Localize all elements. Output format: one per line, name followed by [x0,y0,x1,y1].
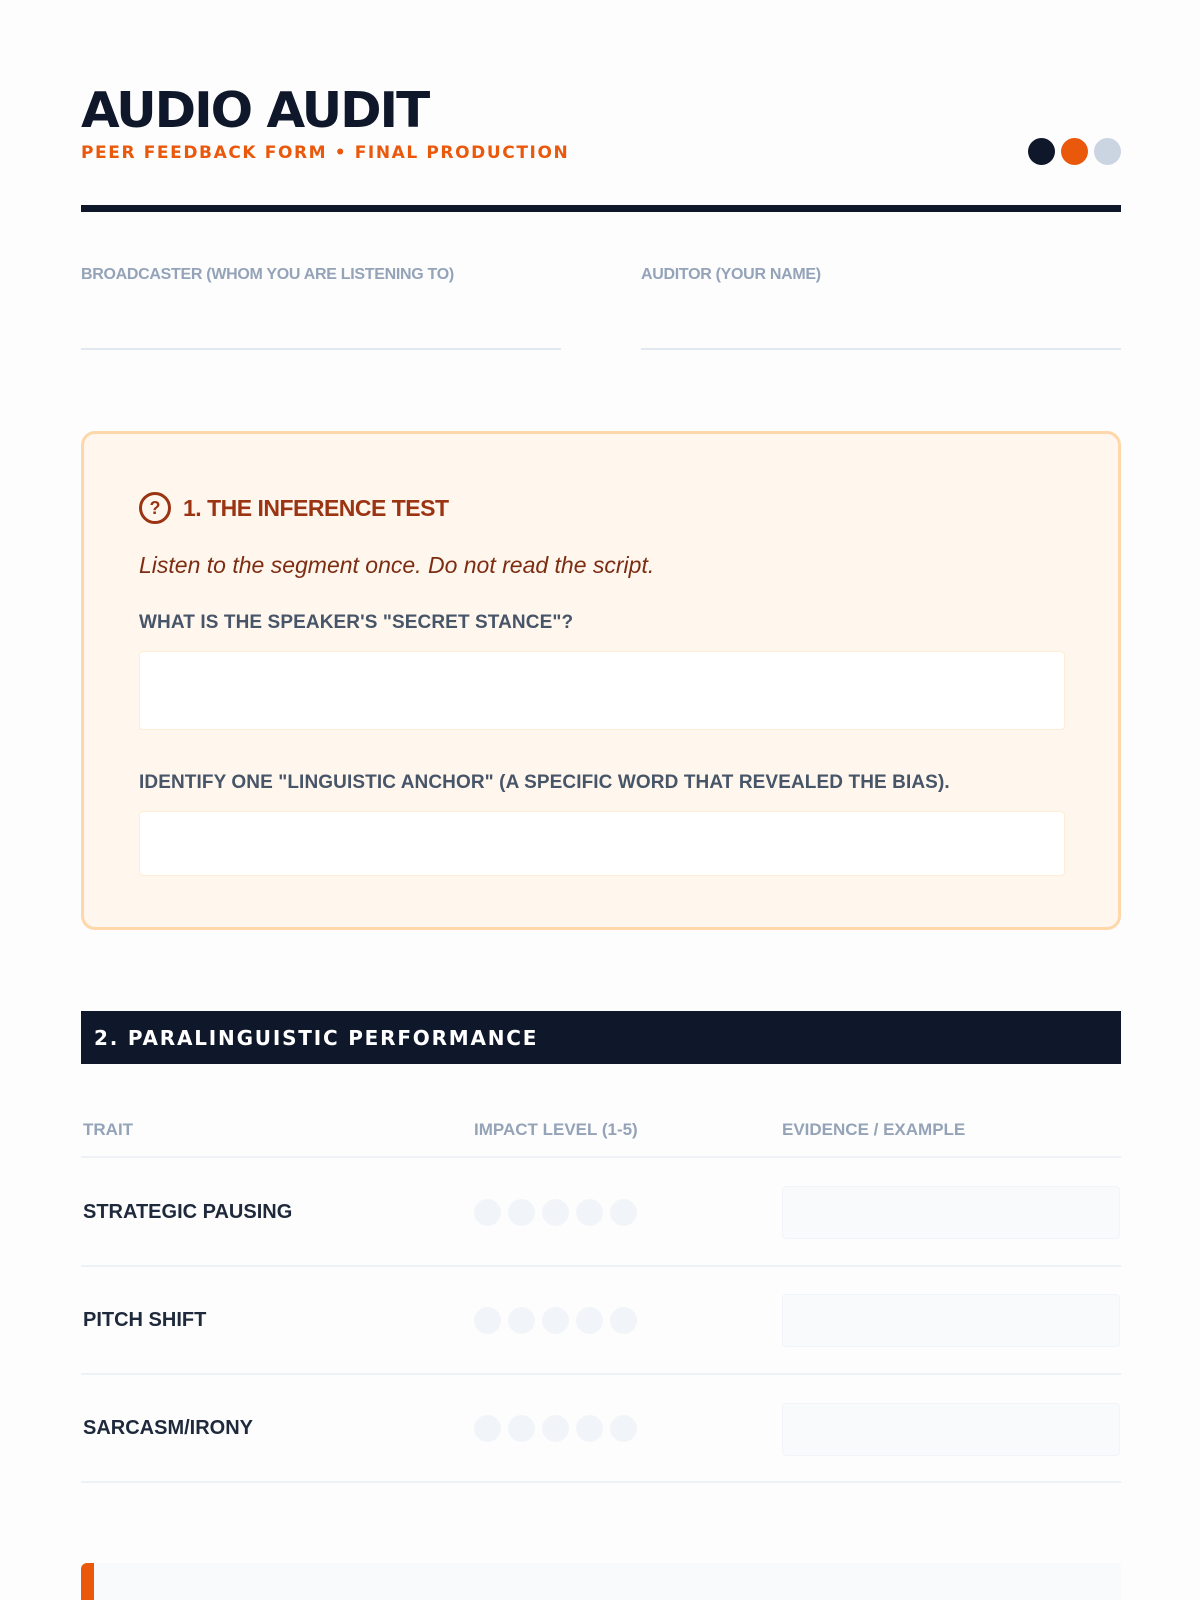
header-divider [81,205,1121,212]
secret-stance-input[interactable] [139,651,1065,730]
rating-dot-3[interactable] [542,1415,569,1442]
row-divider [81,1481,1121,1483]
trait-label: SARCASM/IRONY [83,1417,254,1439]
page-title: AUDIO AUDIT [81,82,429,139]
linguistic-anchor-input[interactable] [139,811,1065,876]
bottom-callout [81,1563,1121,1600]
rating-dot-2[interactable] [508,1307,535,1334]
impact-rating [474,1199,637,1226]
column-header-trait: TRAIT [83,1120,134,1139]
auditor-label: AUDITOR (YOUR NAME) [641,266,821,283]
impact-rating [474,1307,637,1334]
rating-dot-1[interactable] [474,1307,501,1334]
brand-dots [1028,138,1121,165]
rating-dot-1[interactable] [474,1415,501,1442]
auditor-field-group [641,266,1121,284]
linguistic-anchor-label: IDENTIFY ONE "LINGUISTIC ANCHOR" (A SPECIFIC WORD THAT REVEALED THE BIAS). [139,772,950,793]
column-header-evidence: EVIDENCE / EXAMPLE [782,1120,966,1139]
rating-dot-1[interactable] [474,1199,501,1226]
brand-dot-gray [1094,138,1121,165]
feedback-form [81,0,1121,1600]
inference-test-header [139,492,449,524]
evidence-input[interactable] [782,1186,1120,1239]
question-circle-icon: ? [139,492,171,524]
rating-dot-5[interactable] [610,1415,637,1442]
trait-label: STRATEGIC PAUSING [83,1201,293,1223]
inference-test-card [81,431,1121,930]
secret-stance-label: WHAT IS THE SPEAKER'S "SECRET STANCE"? [139,612,574,633]
broadcaster-input[interactable] [81,348,561,350]
row-divider [81,1265,1121,1267]
brand-dot-orange [1061,138,1088,165]
table-header-divider [81,1156,1121,1158]
inference-test-instructions: Listen to the segment once. Do not read the script. [139,552,655,578]
rating-dot-5[interactable] [610,1307,637,1334]
brand-dot-navy [1028,138,1055,165]
trait-label: PITCH SHIFT [83,1309,207,1331]
page-subtitle: PEER FEEDBACK FORM • FINAL PRODUCTION [81,143,570,163]
row-divider [81,1373,1121,1375]
rating-dot-3[interactable] [542,1199,569,1226]
rating-dot-4[interactable] [576,1307,603,1334]
rating-dot-4[interactable] [576,1199,603,1226]
rating-dot-4[interactable] [576,1415,603,1442]
evidence-input[interactable] [782,1403,1120,1456]
rating-dot-5[interactable] [610,1199,637,1226]
broadcaster-label: BROADCASTER (WHOM YOU ARE LISTENING TO) [81,266,454,283]
column-header-impact: IMPACT LEVEL (1-5) [474,1120,638,1139]
rating-dot-2[interactable] [508,1415,535,1442]
inference-test-title: 1. THE INFERENCE TEST [183,494,449,521]
auditor-input[interactable] [641,348,1121,350]
paralinguistic-section-header: 2. PARALINGUISTIC PERFORMANCE [81,1011,1121,1064]
broadcaster-field-group [81,266,561,284]
rating-dot-2[interactable] [508,1199,535,1226]
rating-dot-3[interactable] [542,1307,569,1334]
evidence-input[interactable] [782,1294,1120,1347]
impact-rating [474,1415,637,1442]
